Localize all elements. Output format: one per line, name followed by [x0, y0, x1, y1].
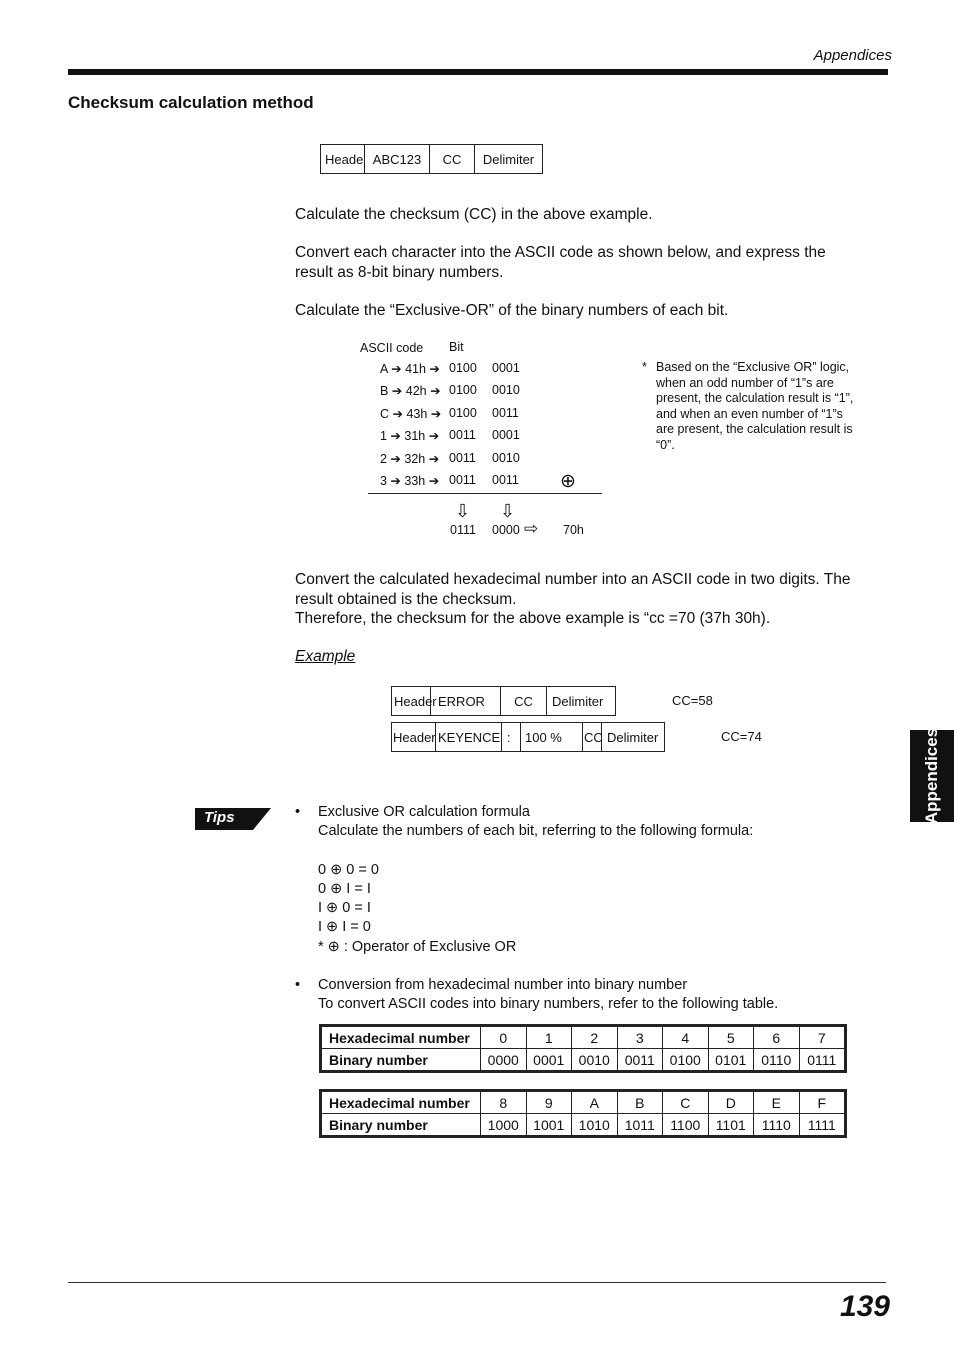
result-hex: 70h — [563, 523, 584, 537]
frame-cell-header: Header — [392, 687, 431, 715]
example-checksum-1: CC=58 — [672, 693, 713, 708]
frame-cell-cc: CC — [583, 723, 602, 751]
frame-cell-cc: CC — [501, 687, 547, 715]
table-cell: 1000 — [481, 1114, 527, 1136]
hex-row — [322, 1092, 845, 1114]
formula: 0 ⊕ 0 = 0 — [318, 862, 379, 878]
ascii-bits-low: 0011 — [492, 473, 519, 487]
frame-cell-delimiter: Delimiter — [607, 729, 659, 745]
frame-cell-delimiter: Delimiter — [552, 693, 604, 709]
ascii-char: A ➔ 41h ➔ — [380, 362, 440, 376]
table-cell: 2 — [572, 1027, 618, 1049]
ascii-bits-high: 0011 — [449, 473, 476, 487]
formula: I ⊕ 0 = I — [318, 900, 371, 916]
note-line: and when an even number of “1”s — [656, 406, 843, 421]
ascii-bits-high: 0100 — [449, 405, 477, 420]
ascii-bits-high: 0100 — [449, 383, 477, 398]
right-arrow-icon: ⇨ — [524, 519, 539, 538]
ascii-char: 1 ➔ 31h ➔ — [380, 429, 440, 444]
frame-diagram — [320, 144, 543, 174]
ascii-char: C ➔ 43h ➔ — [380, 406, 442, 421]
table-cell: C — [663, 1092, 709, 1114]
frame-cell-delimiter: Delimiter — [482, 151, 535, 167]
table-cell: E — [754, 1092, 800, 1114]
table-cell: 8 — [481, 1092, 527, 1114]
note-star: * — [642, 360, 647, 374]
xor-note — [642, 360, 867, 453]
frame-cell-value: 100 % — [521, 723, 583, 751]
xor-icon: ⊕ — [560, 471, 576, 492]
hex-table-2 — [319, 1089, 847, 1138]
hex-table — [321, 1026, 845, 1071]
table-cell: 9 — [526, 1092, 572, 1114]
example-label: Example — [295, 648, 356, 665]
ascii-char: 3 ➔ 33h ➔ — [380, 474, 440, 488]
table-cell: 0110 — [754, 1049, 800, 1071]
formula-note: * ⊕ : Operator of Exclusive OR — [318, 939, 517, 955]
frame-cell-header: Header — [392, 723, 436, 751]
conclusion-1: Convert the calculated hexadecimal number into an ASCII code in two digits. The — [295, 571, 851, 588]
ascii-bits-low: 0010 — [492, 450, 520, 465]
table-cell: 0111 — [799, 1049, 845, 1071]
table-cell: F — [799, 1092, 845, 1114]
example-frame-1 — [391, 686, 616, 716]
table-cell: 1110 — [754, 1114, 800, 1136]
paragraph-1: Calculate the checksum (CC) in the above example. — [295, 206, 653, 223]
result-high-bits: 0111 — [450, 523, 476, 537]
table-cell: 0 — [481, 1027, 527, 1049]
tips-badge — [195, 808, 271, 830]
formula: 0 ⊕ I = I — [318, 881, 371, 897]
row-label: Binary number — [322, 1114, 481, 1136]
row-label: Binary number — [322, 1049, 481, 1071]
note-line: Based on the “Exclusive OR” logic, — [656, 360, 850, 374]
tip-2-desc: To convert ASCII codes into binary numbers, refer to the following table. — [318, 996, 779, 1012]
table-cell: 0101 — [708, 1049, 754, 1071]
table-cell: B — [617, 1092, 663, 1114]
table-cell: 3 — [617, 1027, 663, 1049]
row-label: Hexadecimal number — [322, 1092, 481, 1114]
table-cell: 1100 — [663, 1114, 709, 1136]
row-label: Hexadecimal number — [322, 1027, 481, 1049]
table-cell: 0010 — [572, 1049, 618, 1071]
binary-row — [322, 1049, 845, 1071]
table-cell: 0011 — [617, 1049, 663, 1071]
ascii-bits-low: 0001 — [492, 361, 520, 375]
top-rule — [68, 69, 888, 75]
note-line: are present, the calculation result is — [656, 422, 853, 436]
sum-rule — [368, 493, 602, 494]
down-arrow-icon: ⇩ — [500, 501, 516, 521]
ascii-bits-high: 0011 — [449, 450, 476, 465]
ascii-bits-low: 0010 — [492, 383, 520, 398]
ascii-bits-high: 0011 — [449, 428, 476, 443]
table-cell: 4 — [663, 1027, 709, 1049]
frame-cell-cc: CC — [430, 145, 475, 173]
bullet-icon: • — [295, 804, 301, 820]
table-cell: D — [708, 1092, 754, 1114]
table-cell: 1101 — [708, 1114, 754, 1136]
tip-1-desc: Calculate the numbers of each bit, referring to the following formula: — [318, 823, 754, 839]
conclusion-2: result obtained is the checksum. — [295, 591, 517, 608]
note-line: present, the calculation result is “1”, — [656, 391, 854, 405]
paragraph-2a: Convert each character into the ASCII code as shown below, and express the — [295, 244, 826, 261]
bottom-rule — [68, 1282, 886, 1283]
ascii-bits-high: 0100 — [449, 361, 477, 375]
section-header: Appendices — [813, 47, 892, 64]
table-cell: 1001 — [526, 1114, 572, 1136]
note-line: “0”. — [656, 437, 675, 452]
frame-cell-data: ERROR — [431, 687, 501, 715]
tip-1-title: Exclusive OR calculation formula — [318, 804, 530, 820]
note-line: when an odd number of “1”s are — [656, 375, 834, 390]
paragraph-3: Calculate the “Exclusive-OR” of the binary numbers of each bit. — [295, 302, 729, 319]
tip-2-title: Conversion from hexadecimal number into binary number — [318, 977, 688, 993]
frame-cell-data: KEYENCE — [436, 723, 502, 751]
bullet-icon: • — [295, 977, 301, 993]
example-frame-2 — [391, 722, 665, 752]
section-tab — [910, 727, 954, 825]
tips-label: Tips — [204, 809, 235, 826]
table-cell: 0001 — [526, 1049, 572, 1071]
ascii-bits-low: 0001 — [492, 428, 520, 443]
hex-table — [321, 1091, 845, 1136]
frame-cell-colon: : — [502, 723, 521, 751]
down-arrow-icon: ⇩ — [455, 501, 471, 521]
hex-table-1 — [319, 1024, 847, 1073]
page-number: 139 — [839, 1290, 890, 1323]
section-tab-label: Appendices — [922, 727, 941, 825]
hex-row — [322, 1027, 845, 1049]
table-cell: 1011 — [617, 1114, 663, 1136]
table-cell: 0100 — [663, 1049, 709, 1071]
table-cell: 5 — [708, 1027, 754, 1049]
table-cell: 6 — [754, 1027, 800, 1049]
bit-label: Bit — [449, 340, 464, 354]
table-cell: 1 — [526, 1027, 572, 1049]
table-cell: 1111 — [799, 1114, 845, 1136]
conclusion-3: Therefore, the checksum for the above example is “cc =70 (37h 30h). — [295, 610, 771, 627]
table-cell: A — [572, 1092, 618, 1114]
ascii-char: 2 ➔ 32h ➔ — [380, 451, 440, 466]
example-checksum-2: CC=74 — [721, 729, 762, 744]
frame-cell-data: ABC123 — [365, 145, 430, 173]
ascii-code-label: ASCII code — [360, 341, 424, 355]
formula: I ⊕ I = 0 — [318, 919, 371, 935]
ascii-bits-low: 0011 — [492, 405, 519, 420]
table-cell: 1010 — [572, 1114, 618, 1136]
frame-cell-header: Heade — [321, 145, 365, 173]
result-low-bits: 0000 — [492, 523, 520, 537]
paragraph-2b: result as 8-bit binary numbers. — [295, 264, 504, 281]
table-cell: 7 — [799, 1027, 845, 1049]
binary-row — [322, 1114, 845, 1136]
page-title: Checksum calculation method — [68, 93, 314, 112]
table-cell: 0000 — [481, 1049, 527, 1071]
ascii-char: B ➔ 42h ➔ — [380, 384, 441, 399]
